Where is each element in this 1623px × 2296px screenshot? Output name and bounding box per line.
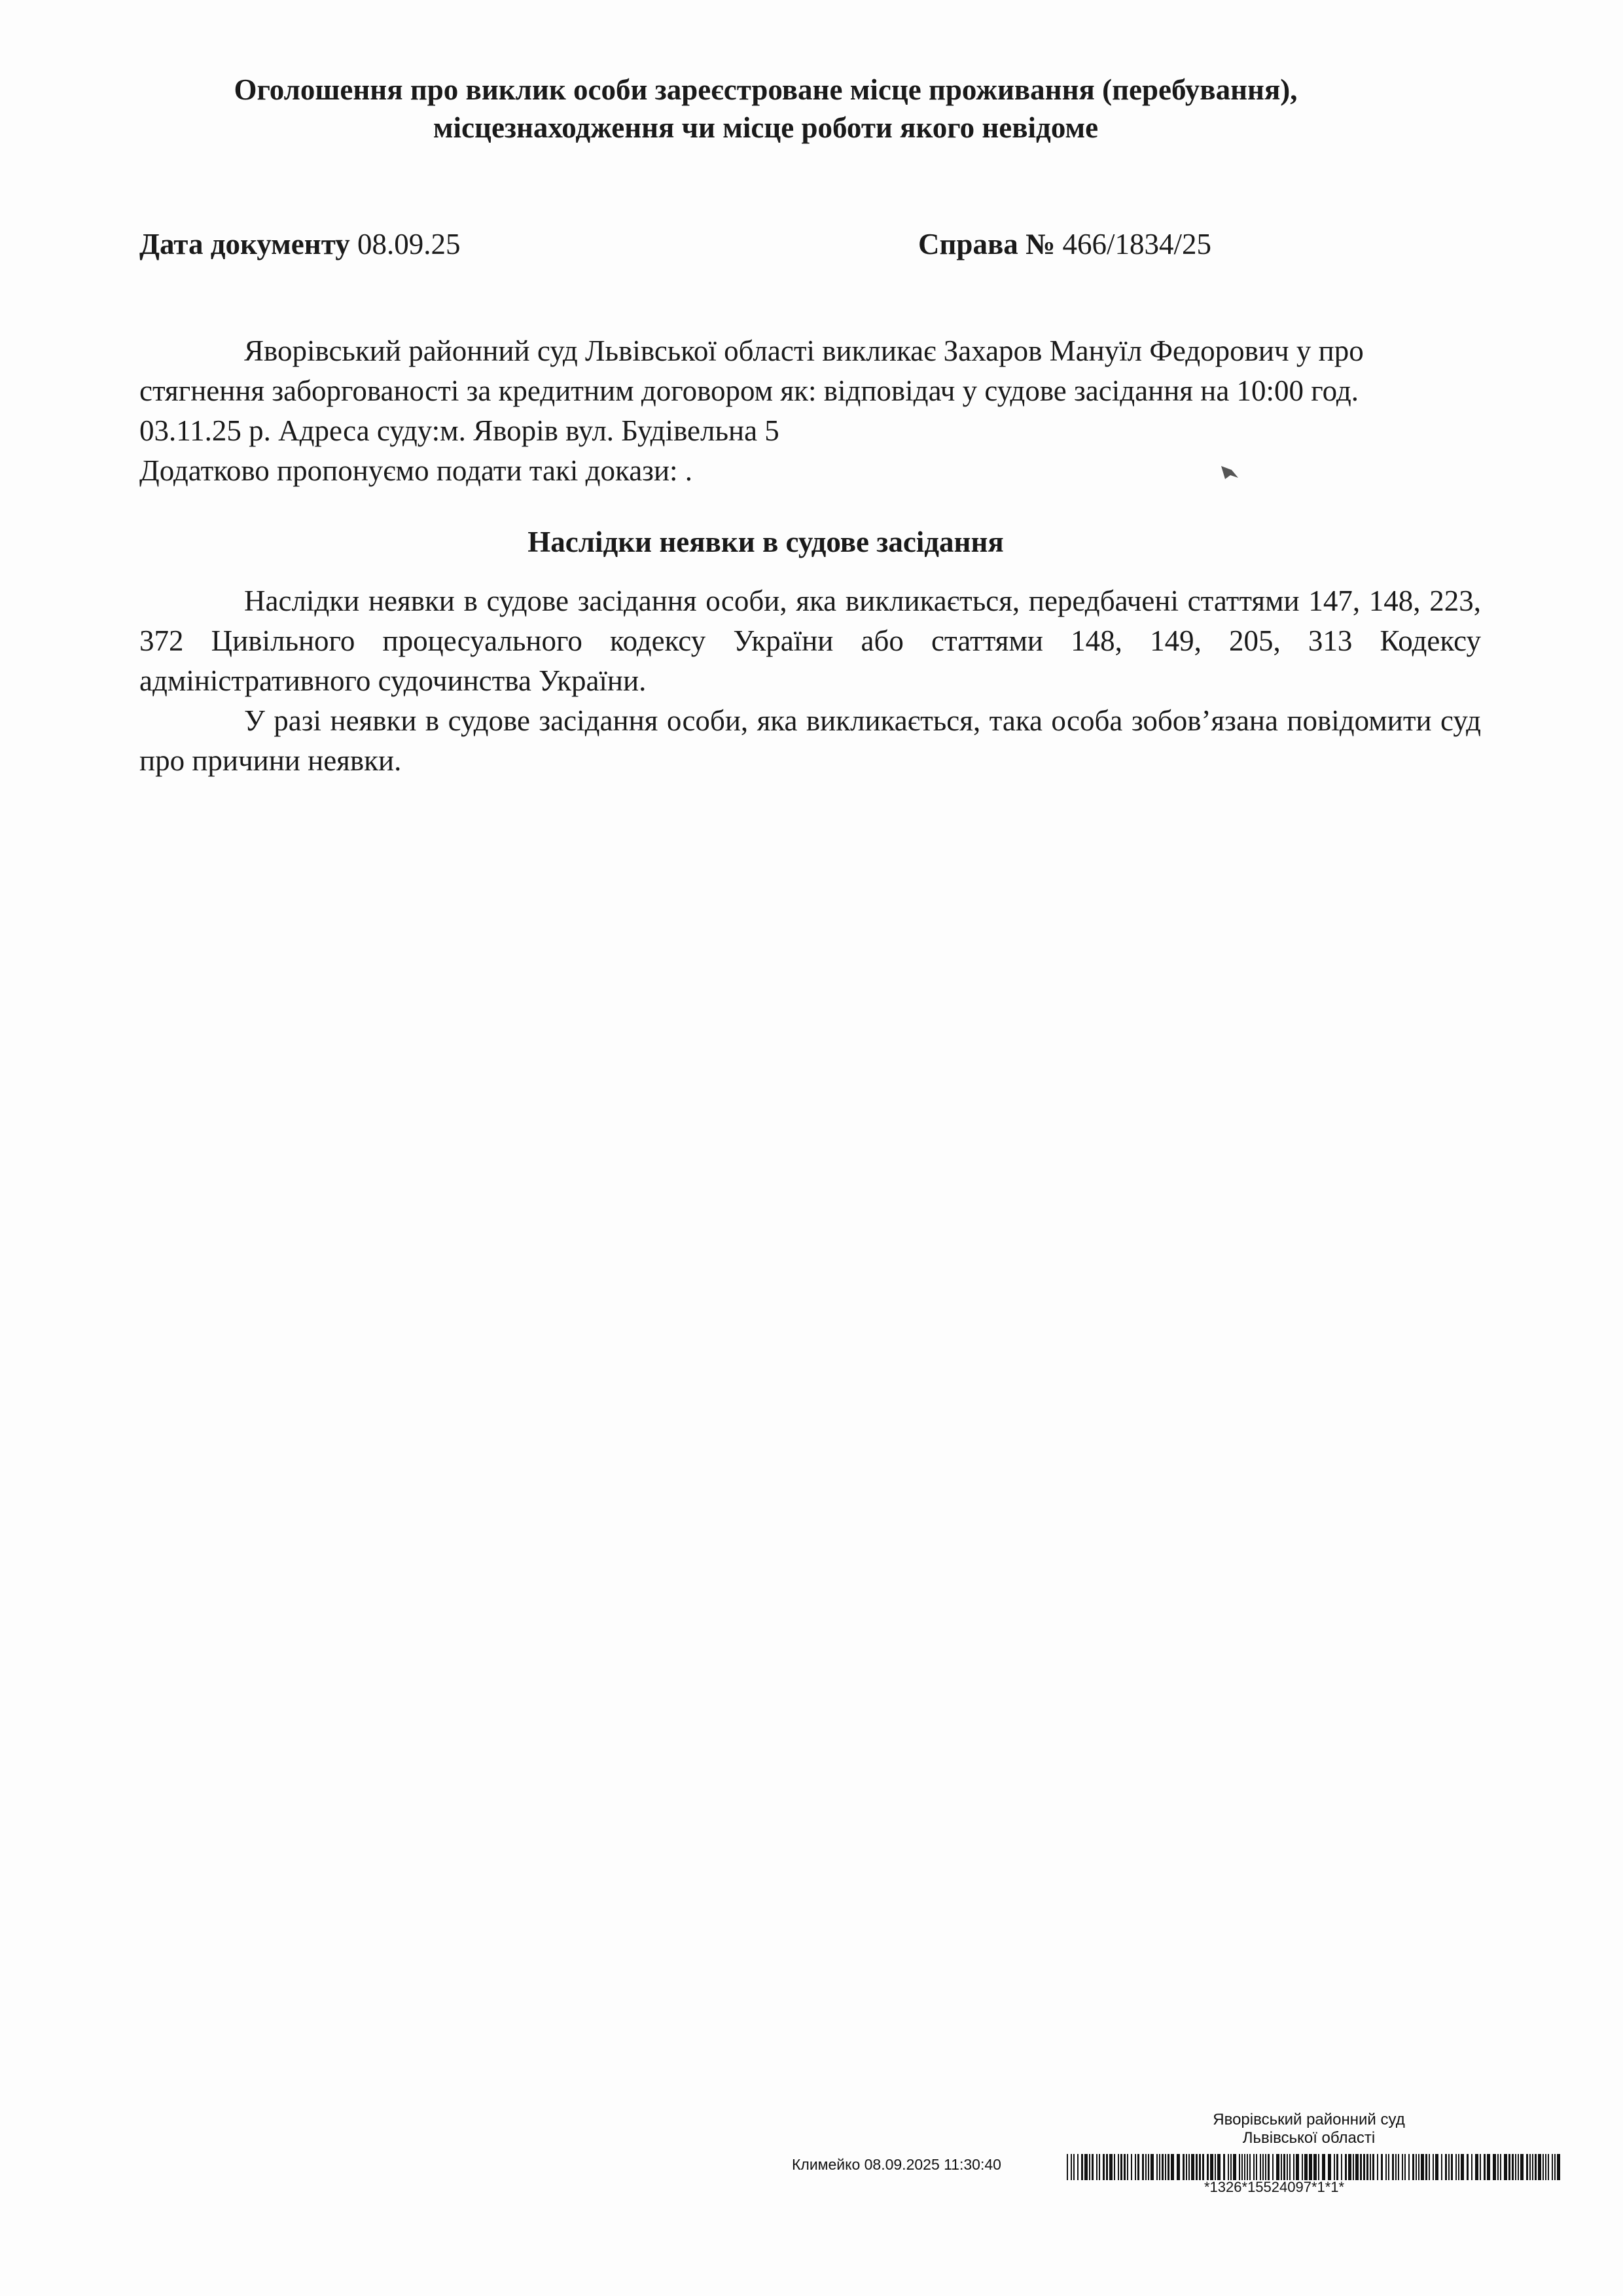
case-label: Справа № xyxy=(918,228,1056,260)
stamp-court-line-2: Львівської області xyxy=(1242,2129,1376,2147)
consequences-heading: Наслідки неявки в судове засідання xyxy=(527,526,1004,558)
scan-speck-icon xyxy=(1219,463,1242,482)
stamp-court-line-1: Яворівський районний суд xyxy=(1213,2111,1405,2128)
document-date xyxy=(139,226,460,262)
consequences-paragraph-1: Наслідки неявки в судове засідання особи, яка викликається, передбачені статтями 147, 148, 223, 372 Цивільного процесуального кодексу України або статтями 148, 149, 205, 313 Кодексу адміністративного судочинства України. xyxy=(139,584,1481,697)
summons-line-3: 03.11.25 р. Адреса суду:м. Яворів вул. Будівельна 5 xyxy=(139,414,779,447)
summons-paragraph xyxy=(139,331,1481,491)
barcode-icon xyxy=(1067,2154,1561,2180)
case-value: 466/1834/25 xyxy=(1062,228,1211,260)
summons-line-4: Додатково пропонуємо подати такі докази: . xyxy=(139,454,693,487)
summons-line-1: Яворівський районний суд Львівської області викликає Захаров Мануїл Федорович у про xyxy=(244,334,1364,367)
stamp-court-name xyxy=(1158,2111,1459,2147)
consequences-paragraph-2: У разі неявки в судове засідання особи, яка викликається, така особа зобов’язана повідомити суд про причини неявки. xyxy=(139,704,1481,777)
consequences-section xyxy=(139,581,1481,781)
barcode-text: *1326*15524097*1*1* xyxy=(1204,2179,1345,2195)
date-value: 08.09.25 xyxy=(357,228,461,260)
registration-stamp xyxy=(792,2111,1564,2202)
summons-line-2: стягнення заборгованості за кредитним договором як: відповідач у судове засідання на 10:00 год. xyxy=(139,374,1359,407)
title-line-2: місцезнаходження чи місце роботи якого невідоме xyxy=(433,111,1099,144)
document-title xyxy=(144,71,1387,147)
stamp-clerk-time: Климейко 08.09.2025 11:30:40 xyxy=(792,2156,1001,2173)
case-number xyxy=(918,226,1211,262)
date-label: Дата документу xyxy=(139,228,350,260)
title-line-1: Оголошення про виклик особи зареєстроване місце проживання (перебування), xyxy=(234,73,1298,106)
